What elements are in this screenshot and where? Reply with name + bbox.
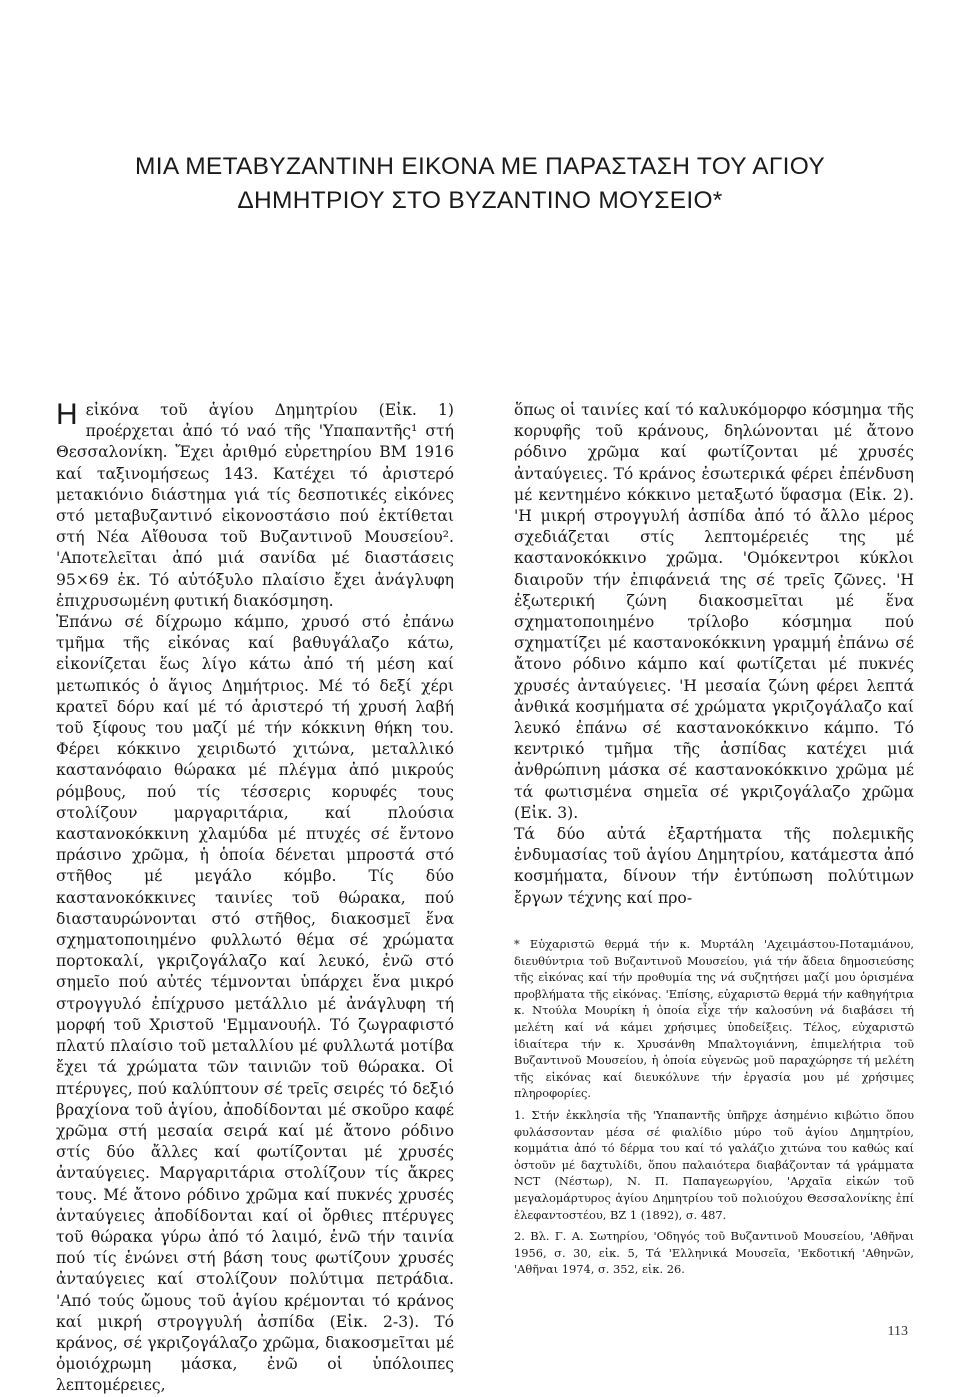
footnote-2: 2. Βλ. Γ. Α. Σωτηρίου, 'Οδηγός τοῦ Βυζαντινοῦ Μουσείου, 'Αθῆναι 1956, σ. 30, εἰκ. 5, Τά 'Ελληνικά Μουσεῖα, 'Εκδοτική 'Αθηνῶν, 'Αθῆναι 1974, σ. 352, εἰκ. 26. xyxy=(514,1229,914,1277)
body-paragraph-2-continued xyxy=(514,400,914,824)
body-paragraph-2-text-part-1: Ἐπάνω σέ δίχρωμο κάμπο, χρυσό στό ἐπάνω τμῆμα τῆς εἰκόνας καί βαθυγάλαζο κάτω, εἰκονίζεται ἕως λίγο κάτω ἀπό τή μέση καί μετωπικός ὁ ἅγιος Δημήτριος. Μέ τό δεξί χέρι κρατεῖ δόρυ καί μέ τό ἀριστερό τή χρυσή λαβή τοῦ ξίφους του μαζί μέ τήν κόκκινη θήκη του. Φέρει κόκκινο χειριδωτό χιτώνα, μεταλλικό καστανόφαιο θώρακα μέ πλέγμα ἀπό μικρούς ρόμβους, πού τίς τέσσερις κορυφές τους στολίζουν μαργαριτάρια, καί πλούσια καστανοκόκκινη χλαμύδα μέ πτυχές σέ ἔντονο πράσινο χρῶμα, ἡ ὁποία δένεται μπροστά στό στῆθος μέ μεγάλο κόμβο. Τίς δύο καστανοκόκκινες ταινίες τοῦ θώρακα, πού διασταυρώνονται στό στῆθος, διακοσμεῖ ἕνα σχηματοποιημένο φυλλωτό θέμα σέ χρώματα πορτοκαλί, γκριζογάλαζο καί λευκό, ἐνῶ στό σημεῖο πού αὐτές τέμνονται ὑπάρχει ἕνα μικρό στρογγυλό ἐπίχρυσο μετάλλιο μέ ἀνάγλυφη τή μορφή τοῦ Χριστοῦ 'Εμμανουήλ. Τό ζωγραφιστό πλατύ πλαίσιο τοῦ μεταλλίου μέ φυλλωτά μοτίβα ἔχει τά χρώματα τῶν ταινιῶν τοῦ θώρακα. Οἱ πτέρυγες, πού καλύπτουν σέ τρεῖς σειρές τό δεξιό βραχίονα τοῦ ἁγίου, ἀποδίδονται μέ σκοῦρο καφέ χρῶμα στή μεσαία σειρά καί μέ ἄτονο ρόδινο στίς δύο ἄλλες καί φωτίζονται μέ χρυσές ἀνταύγειες. Μαργαριτάρια στολίζουν τίς ἄκρες τους. Μέ ἄτονο ρόδινο χρῶμα καί πυκνές χρυσές ἀνταύγειες ἀποδίδονται καί οἱ ὄρθιες πτέρυγες τοῦ θώρακα γύρω ἀπό τό λαιμό, ἐνῶ τήν ταινία πού τίς ἑνώνει στή βάση τους φωτίζουν χρυσές ἀνταύγειες καί στολίζουν πολύτιμα πετράδια. 'Από τούς ὤμους τοῦ ἁγίου κρέμονται τό κράνος καί μικρή στρογγυλή ἀσπίδα (Εἰκ. 2-3). Τό κράνος, σέ γκριζογάλαζο χρῶμα, διακοσμεῖται μέ ὁμοιόχρωμη μάσκα, ἐνῶ οἱ ὑπόλοιπες λεπτομέρειες, xyxy=(56,613,454,1395)
article-title-line-2: ΔΗΜΗΤΡΙΟΥ ΣΤΟ ΒΥΖΑΝΤΙΝΟ ΜΟΥΣΕΙΟ* xyxy=(237,187,723,214)
body-text-column-right xyxy=(514,400,914,909)
body-paragraph-3 xyxy=(514,824,914,909)
body-paragraph-2-start xyxy=(56,612,454,1397)
page-number: 113 xyxy=(887,1324,908,1339)
body-paragraph-1 xyxy=(56,400,454,612)
article-title xyxy=(40,150,920,218)
body-text-column-left xyxy=(56,400,454,1397)
footnote-1: 1. Στήν ἐκκλησία τῆς 'Υπαπαντῆς ὑπῆρχε ἀσημένιο κιβώτιο ὅπου φυλάσσονταν μέσα σέ φιαλίδιο μύρο τοῦ ἁγίου Δημητρίου, κομμάτια ἀπό τό δέρμα του καί τό γαλάζιο χιτώνα του καθώς καί ὀστοῦν μέ δαχτυλίδι, ὅπου παλαιότερα διαβάζονταν τά γράμματα NCT (Νέστωρ), Ν. Π. Παπαγεωργίου, 'Αρχαῖα εἰκών τοῦ μεγαλομάρτυρος ἁγίου Δημητρίου τοῦ πολιούχου Θεσσαλονίκης ἐπί ἐλεφαντοστέου, ΒΖ 1 (1892), σ. 487. xyxy=(514,1107,914,1222)
article-title-line-1: ΜΙΑ ΜΕΤΑΒΥΖΑΝΤΙΝΗ ΕΙΚΟΝΑ ΜΕ ΠΑΡΑΣΤΑΣΗ ΤΟΥ ΑΓΙΟΥ xyxy=(135,153,825,180)
footnotes xyxy=(514,936,914,1283)
body-paragraph-3-text: Τά δύο αὐτά ἐξαρτήματα τῆς πολεμικῆς ἐνδυμασίας τοῦ ἁγίου Δημητρίου, κατάμεστα ἀπό κοσμήματα, δίνουν τήν ἐντύπωση πολύτιμων ἔργων τέχνης καί προ- xyxy=(514,825,914,907)
footnote-star: * Εὐχαριστῶ θερμά τήν κ. Μυρτάλη 'Αχειμάστου-Ποταμιάνου, διευθύντρια τοῦ Βυζαντινοῦ Μουσείου, γιά τήν ἄδεια δημοσιεύσης τῆς εἰκόνας καί τήν προθυμία της νά συζητήσει μαζί μου ὁρισμένα προβλήματα τῆς εἰκόνας. 'Επίσης, εὐχαριστῶ θερμά τήν καθηγήτρια κ. Ντούλα Μουρίκη ἡ ὁποία εἶχε τήν καλοσύνη νά διαβάσει τή μελέτη καί νά κάμει χρήσιμες ὑποδείξεις. Τέλος, εὐχαριστῶ ἰδιαίτερα τήν κ. Χρυσάνθη Μπαλτογιάννη, ἐπιμελήτρια τοῦ Βυζαντινοῦ Μουσείου, ἡ ὁποία εὐγενῶς μοῦ παραχώρησε τή μελέτη τῆς εἰκόνας καί διευκόλυνε τήν ἐργασία μου μέ χρήσιμες πληροφορίες. xyxy=(514,937,914,1101)
body-paragraph-1-text: εἰκόνα τοῦ ἁγίου Δημητρίου (Εἰκ. 1) προέρχεται ἀπό τό ναό τῆς 'Υπαπαντῆς¹ στή Θεσσαλονίκη. Ἔχει ἀριθμό εὑρετηρίου ΒΜ 1916 καί ταξινομήσεως 143. Κατέχει τό ἀριστερό μετακιόνιο διάστημα γιά τίς δεσποτικές εἰκόνες στό μεταβυζαντινό εἰκονοστάσιο πού ἐκτίθεται στή Νέα Αἴθουσα τοῦ Βυζαντινοῦ Μουσείου². 'Αποτελεῖται ἀπό μιά σανίδα μέ διαστάσεις 95×69 ἑκ. Τό αὐτόξυλο πλαίσιο ἔχει ἀνάγλυφη ἐπιχρυσωμένη φυτική διακόσμηση. xyxy=(56,401,454,610)
drop-cap: Η xyxy=(56,398,78,431)
body-paragraph-2-text-part-2: ὅπως οἱ ταινίες καί τό καλυκόμορφο κόσμημα τῆς κορυφῆς τοῦ κράνους, δηλώνονται μέ ἄτονο ρόδινο χρῶμα καί φωτίζονται μέ χρυσές ἀνταύγειες. Τό κράνος ἐσωτερικά φέρει ἐπένδυση μέ κεντημένο κόκκινο μεταξωτό ὕφασμα (Εἰκ. 2). 'Η μικρή στρογγυλή ἀσπίδα ἀπό τό ἄλλο μέρος σχεδιάζεται στίς λεπτομέρειές της μέ καστανοκόκκινο χρῶμα. 'Ομόκεντροι κύκλοι διαιροῦν τήν ἐπιφάνειά της σέ τρεῖς ζῶνες. 'Η ἐξωτερική ζώνη διακοσμεῖται μέ ἕνα σχηματοποιημένο τρίλοβο κόσμημα πού σχηματίζει μέ καστανοκόκκινη γραμμή ἐπάνω σέ ἄτονο ρόδινο κάμπο καί φωτίζεται μέ πυκνές χρυσές ἀνταύγειες. 'Η μεσαία ζώνη φέρει λεπτά ἀνθικά κοσμήματα σέ χρώματα γκριζογάλαζο καί λευκό ἐπάνω σέ καστανοκόκκινο κάμπο. Τό κεντρικό τμῆμα τῆς ἀσπίδας κατέχει μιά ἀνθρώπινη μάσκα σέ καστανοκόκκινο χρῶμα μέ τά φωτισμένα σημεῖα σέ γκριζογάλαζο χρῶμα (Εἰκ. 3). xyxy=(514,401,914,822)
